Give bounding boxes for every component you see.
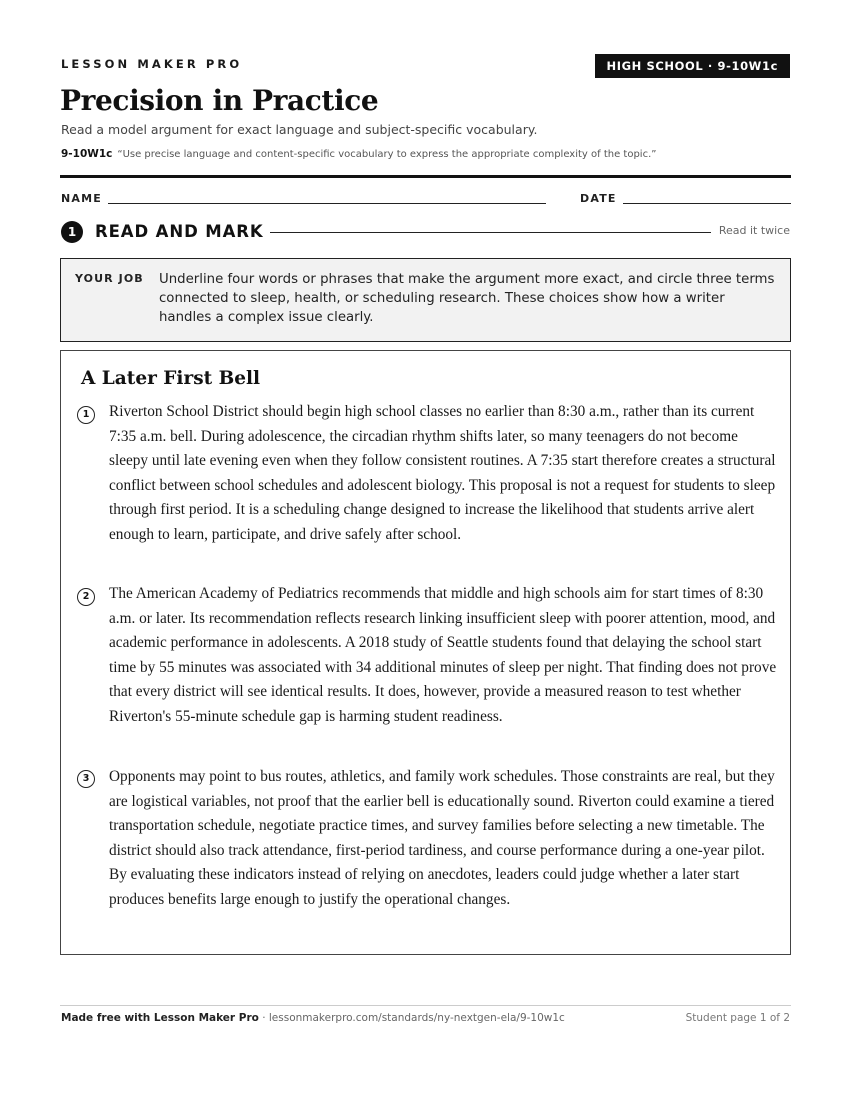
paragraph-text: The American Academy of Pediatrics recommends that middle and high schools aim for start times of 8:30 a.m. or later. Its recommendation reflects research linking insufficient sleep with poorer attention, mood, and academic performance in adolescents. A 2018 study of Seattle students found that delaying the school start time by 55 minutes was associated with 34 additional minutes of sleep per night. That finding does not prove that every district will see identical results. It does, however, provide a measured reason to test whether Riverton's 55-minute schedule gap is harming student readiness. (109, 585, 777, 725)
grade-standard-badge: HIGH SCHOOL · 9-10W1c (595, 54, 790, 78)
footer-divider (60, 1005, 791, 1006)
passage-title: A Later First Bell (81, 368, 261, 389)
passage-box (60, 350, 791, 955)
paragraph-text: Riverton School District should begin high school classes no earlier than 8:30 a.m., rather than its current 7:35 a.m. bell. During adolescence, the circadian rhythm shifts later, so many teenagers do not become sleepy until late evening even when they follow consistent routines. A 7:35 start therefore creates a structural conflict between school schedules and adolescent biology. This proposal is not a request for students to sleep through first period. It is a scheduling change designed to increase the likelihood that students arrive alert enough to learn, participate, and drive safely after school. (109, 403, 776, 543)
name-label: NAME (61, 192, 102, 205)
footer-made-with: Made free with Lesson Maker Pro (61, 1012, 259, 1024)
footer-url[interactable]: · lessonmakerpro.com/standards/ny-nextgen-ela/9-10w1c (258, 1012, 565, 1024)
footer-credit (61, 1012, 565, 1024)
instructions-box (60, 258, 791, 342)
page-subtitle: Read a model argument for exact language and subject-specific vocabulary. (61, 122, 538, 137)
paragraph-number: 2 (77, 588, 95, 606)
standard-text: “Use precise language and content-specific vocabulary to express the appropriate complexity of the topic.” (117, 149, 657, 160)
step-divider (270, 232, 711, 233)
date-label: DATE (580, 192, 617, 205)
header-divider (60, 175, 791, 178)
date-field[interactable] (623, 203, 791, 204)
paragraph-number: 3 (77, 770, 95, 788)
step-number-badge: 1 (61, 221, 83, 243)
name-field[interactable] (108, 203, 546, 204)
paragraph-number: 1 (77, 406, 95, 424)
page-number: Student page 1 of 2 (685, 1012, 790, 1024)
instructions-text: Underline four words or phrases that make the argument more exact, and circle three terms connected to sleep, health, or scheduling research. These choices show how a writer handles a complex issue clearly. (159, 272, 775, 325)
instructions-label: YOUR JOB (75, 272, 144, 285)
step-title: READ AND MARK (95, 222, 264, 241)
step-note: Read it twice (718, 224, 790, 237)
standard-code: 9-10W1c (61, 148, 113, 160)
standard-line (61, 148, 656, 160)
brand-name: LESSON MAKER PRO (61, 57, 243, 71)
page-title: Precision in Practice (60, 84, 379, 117)
paragraph-text: Opponents may point to bus routes, athletics, and family work schedules. Those constraints are real, but they are logistical variables, not proof that the earlier bell is educationally sound. Riverton could examine a tiered transportation schedule, negotiate practice times, and survey families before selecting a new timetable. The district should also track attendance, first-period tardiness, and course performance during a one-year pilot. By evaluating these indicators instead of relying on anecdotes, leaders could judge whether a later start produces benefits large enough to justify the operational changes. (109, 768, 775, 908)
